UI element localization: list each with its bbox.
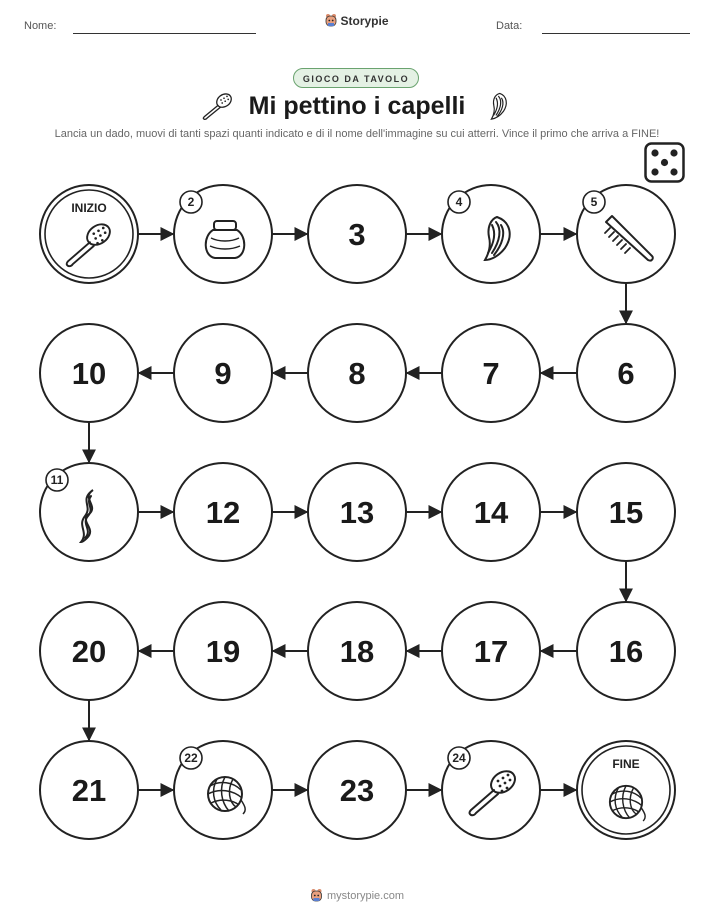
- space-16: [577, 602, 675, 700]
- category-badge: GIOCO DA TAVOLO: [293, 68, 419, 88]
- footer: [0, 888, 714, 902]
- name-label: Nome:: [24, 20, 57, 32]
- space-number: 21: [71, 773, 107, 808]
- space-19: [174, 602, 272, 700]
- space-number: 14: [473, 495, 509, 530]
- space-number: 7: [482, 356, 500, 391]
- space-number: 9: [214, 356, 232, 391]
- space-number: 3: [348, 217, 366, 252]
- space-number: 18: [339, 634, 375, 669]
- space-2: [174, 185, 272, 283]
- space-number: 13: [339, 495, 375, 530]
- space-number: 17: [473, 634, 509, 669]
- date-line: [542, 33, 690, 34]
- space-13: [308, 463, 406, 561]
- date-label: Data:: [496, 20, 523, 32]
- space-7: [442, 324, 540, 422]
- space-number: 5: [590, 195, 598, 209]
- space-number: 11: [50, 473, 64, 487]
- end-label: FINE: [612, 757, 640, 771]
- page-title: Mi pettino i capelli: [248, 92, 466, 120]
- space-5: [577, 185, 675, 283]
- space-18: [308, 602, 406, 700]
- space-number: 2: [187, 195, 195, 209]
- space-3: [308, 185, 406, 283]
- space-23: [308, 741, 406, 839]
- space-number: 22: [184, 751, 198, 765]
- space-number: 20: [71, 634, 107, 669]
- space-14: [442, 463, 540, 561]
- space-number: 23: [339, 773, 375, 808]
- space-15: [577, 463, 675, 561]
- space-21: [40, 741, 138, 839]
- brand: [0, 13, 714, 28]
- space-22: [174, 741, 272, 839]
- space-number: 24: [452, 751, 466, 765]
- space-9: [174, 324, 272, 422]
- space-number: 12: [205, 495, 241, 530]
- footer-url: mystorypie.com: [326, 890, 405, 902]
- name-line: [73, 33, 256, 34]
- space-start: [40, 185, 138, 283]
- instructions: Lancia un dado, muovi di tanti spazi quanti indicato e di il nome dell'immagine su cui atterri. Vince il primo che arriva a FINE!: [54, 128, 660, 140]
- space-number: 6: [617, 356, 635, 391]
- space-number: 15: [608, 495, 644, 530]
- brand-name: Storypie: [340, 14, 389, 28]
- space-number: 4: [455, 195, 463, 209]
- hair-lock-icon: [483, 91, 513, 121]
- space-24: [442, 741, 540, 839]
- space-12: [174, 463, 272, 561]
- game-board: [0, 170, 714, 870]
- start-label: INIZIO: [71, 201, 107, 215]
- space-17: [442, 602, 540, 700]
- space-10: [40, 324, 138, 422]
- storypie-logo-icon: [310, 888, 323, 902]
- space-number: 16: [608, 634, 644, 669]
- space-end: [577, 741, 675, 839]
- space-number: 10: [71, 356, 107, 391]
- space-number: 8: [348, 356, 366, 391]
- space-20: [40, 602, 138, 700]
- space-8: [308, 324, 406, 422]
- storypie-logo-icon: [325, 13, 337, 27]
- space-number: 19: [205, 634, 241, 669]
- space-6: [577, 324, 675, 422]
- space-11: [40, 463, 138, 561]
- space-4: [442, 185, 540, 283]
